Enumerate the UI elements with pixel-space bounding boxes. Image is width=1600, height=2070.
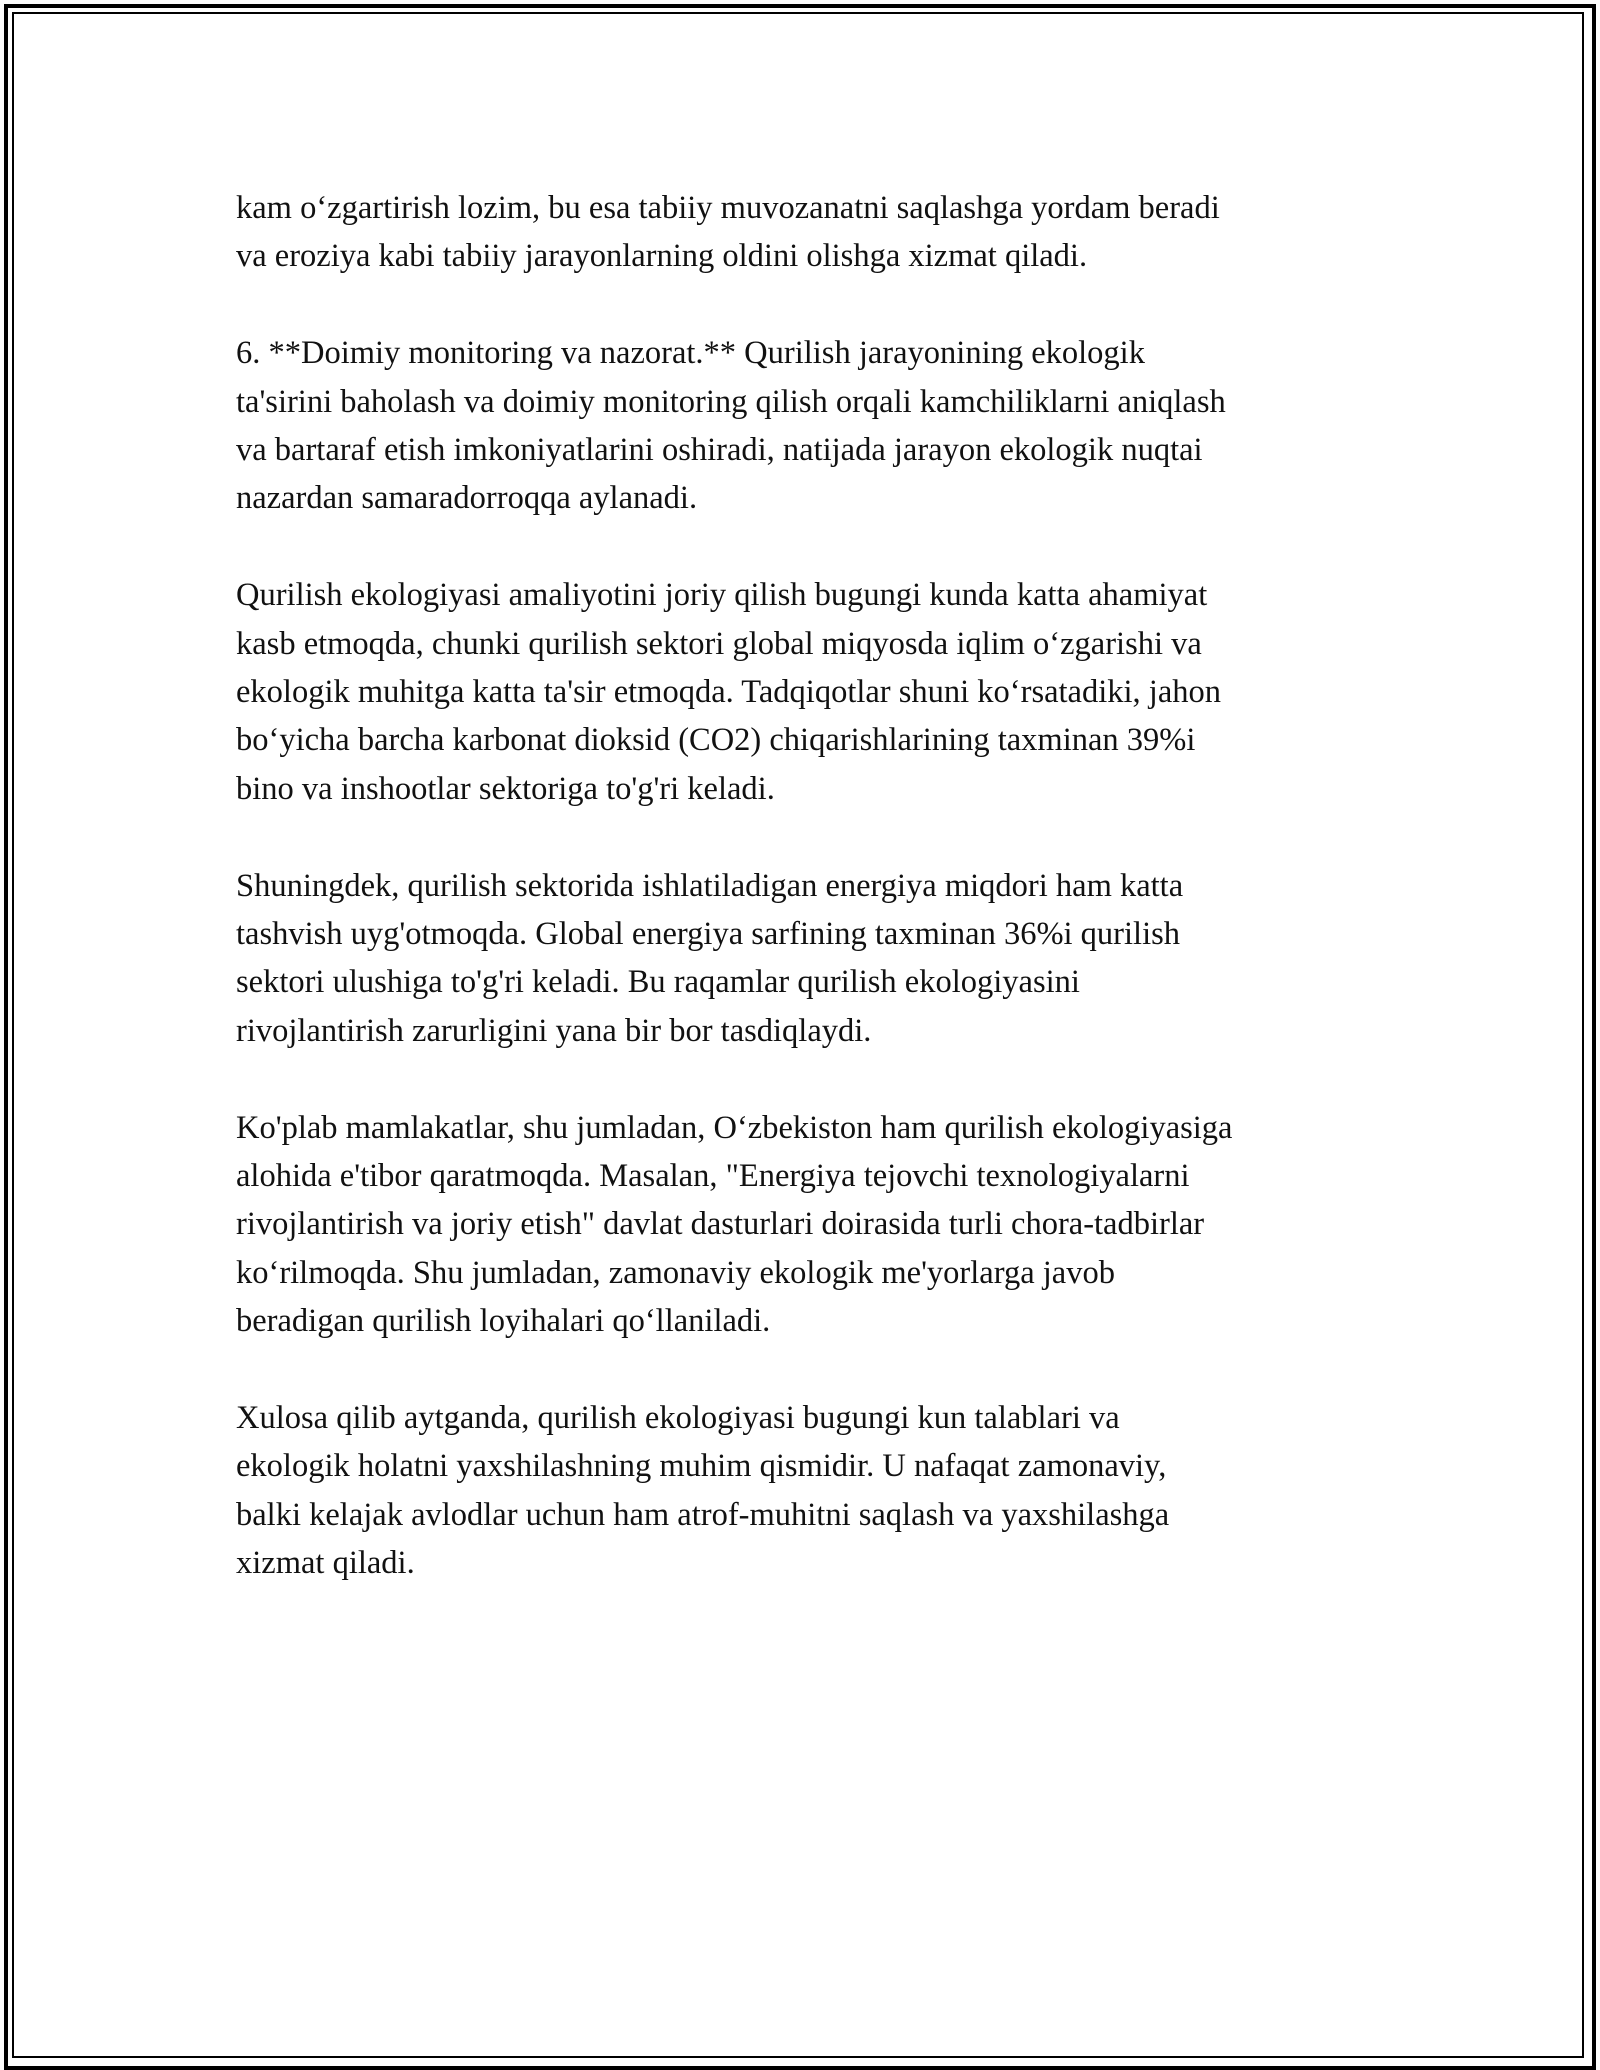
text-line: ekologik muhitga katta ta'sir etmoqda. Tadqiqotlar shuni ko‘rsatadiki, jahon — [236, 674, 1221, 711]
text-line: kam o‘zgartirish lozim, bu esa tabiiy muvozanatni saqlashga yordam beradi — [236, 190, 1220, 226]
text-line: ta'sirini baholash va doimiy monitoring qilish orqali kamchiliklarni aniqlash — [236, 383, 1226, 420]
paragraph — [236, 184, 1376, 281]
text-line: va bartaraf etish imkoniyatlarini oshiradi, natijada jarayon ekologik nuqtai — [236, 432, 1203, 469]
paragraph — [236, 862, 1376, 1056]
text-line: nazardan samaradorroqqa aylanadi. — [236, 480, 698, 517]
text-line: va eroziya kabi tabiiy jarayonlarning oldini olishga xizmat qiladi. — [236, 238, 1088, 275]
text-line: Ko'plab mamlakatlar, shu jumladan, O‘zbekiston ham qurilish ekologiyasiga — [236, 1109, 1233, 1146]
paragraph — [236, 571, 1376, 813]
text-line: sektori ulushiga to'g'ri keladi. Bu raqamlar qurilish ekologiyasini — [236, 964, 1080, 1001]
text-line: bo‘yicha barcha karbonat dioksid (CO2) chiqarishlarining taxminan 39%i — [236, 722, 1196, 759]
paragraph — [236, 1104, 1376, 1346]
paragraph — [236, 1394, 1376, 1588]
text-line: kasb etmoqda, chunki qurilish sektori global miqyosda iqlim o‘zgarishi va — [236, 625, 1202, 662]
text-line: alohida e'tibor qaratmoqda. Masalan, "Energiya tejovchi texnologiyalarni — [236, 1158, 1190, 1195]
text-line: rivojlantirish va joriy etish" davlat dasturlari doirasida turli chora-tadbirlar — [236, 1206, 1205, 1243]
text-line: rivojlantirish zarurligini yana bir bor tasdiqlaydi. — [236, 1012, 872, 1049]
text-line: tashvish uyg'otmoqda. Global energiya sarfining taxminan 36%i qurilish — [236, 916, 1180, 953]
text-line: 6. **Doimiy monitoring va nazorat.** Qurilish jarayonining ekologik — [236, 335, 1145, 372]
text-line: beradigan qurilish loyihalari qo‘llaniladi. — [236, 1303, 771, 1340]
paragraph — [236, 329, 1376, 523]
text-line: ko‘rilmoqda. Shu jumladan, zamonaviy ekologik me'yorlarga javob — [236, 1254, 1115, 1291]
document-body — [236, 184, 1376, 1636]
text-line: ekologik holatni yaxshilashning muhim qismidir. U nafaqat zamonaviy, — [236, 1448, 1167, 1485]
text-line: Shuningdek, qurilish sektorida ishlatiladigan energiya miqdori ham katta — [236, 867, 1184, 904]
text-line: Qurilish ekologiyasi amaliyotini joriy qilish bugungi kunda katta ahamiyat — [236, 577, 1208, 614]
text-line: xizmat qiladi. — [236, 1545, 415, 1582]
text-line: bino va inshootlar sektoriga to'g'ri keladi. — [236, 770, 775, 807]
text-line: balki kelajak avlodlar uchun ham atrof-muhitni saqlash va yaxshilashga — [236, 1496, 1170, 1533]
text-line: Xulosa qilib aytganda, qurilish ekologiyasi bugungi kun talablari va — [236, 1400, 1120, 1437]
